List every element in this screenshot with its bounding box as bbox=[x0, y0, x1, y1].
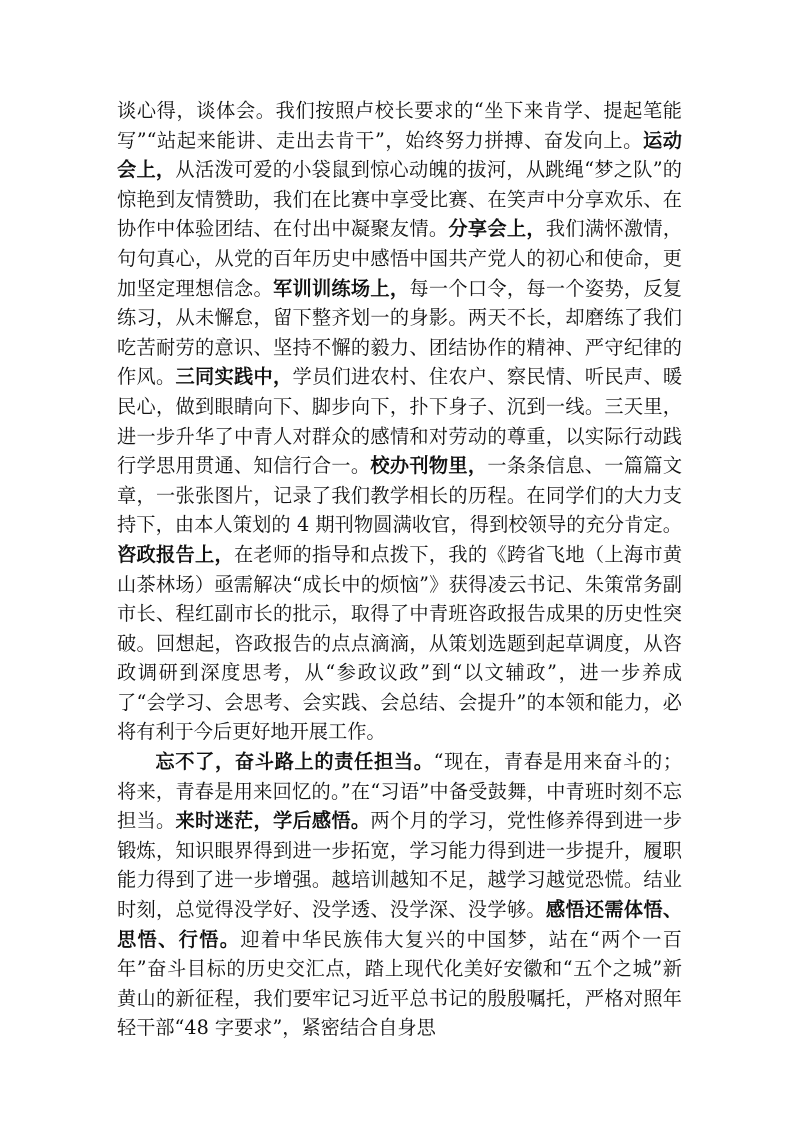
bold-heading-policy-report: 咨政报告上， bbox=[117, 542, 234, 566]
bold-heading-sharing-session: 分享会上， bbox=[448, 217, 546, 241]
bold-heading-sports-meet: 运动会上， bbox=[117, 128, 682, 182]
text-run: 每一个口令，每一个姿势，反复练习，从未懈怠，留下整齐划一的身影。两天不长，却磨练了我们吃苦耐劳的意识、坚持不懈的毅力、团结协作的精神、严守纪律的作风。 bbox=[117, 276, 683, 389]
text-run: 学员们进农村、住农户、察民情、听民声、暖民心，做到眼睛向下、脚步向下，扑下身子、沉到一线。三天里，进一步升华了中青人对群众的感情和对劳动的尊重，以实际行动践行学思用贯通、知信行合一。 bbox=[117, 365, 683, 478]
document-body bbox=[117, 96, 682, 1043]
bold-heading-military-training: 军训训练场上， bbox=[272, 276, 410, 300]
text-run: 我们满怀激情，句句真心，从党的百年历史中感悟中国共产党人的初心和使命，更加坚定理想信念。 bbox=[117, 217, 683, 300]
text-run: 一条条信息、一篇篇文章，一张张图片，记录了我们教学相长的历程。在同学们的大力支持下，由本人策划的 4 期刊物圆满收官，得到校领导的充分肯定。 bbox=[117, 454, 683, 537]
bold-heading-practice: 三同实践中， bbox=[175, 365, 293, 389]
paragraph-responsibility bbox=[117, 747, 682, 1043]
text-run: 谈心得，谈体会。我们按照卢校长要求的“坐下来肯学、提起笔能写”“站起来能讲、走出去肯干”，始终努力拼搏、奋发向上。 bbox=[117, 99, 682, 152]
paragraph-continuation bbox=[117, 96, 682, 747]
bold-heading-responsibility: 忘不了，奋斗路上的责任担当。 bbox=[155, 750, 434, 774]
text-run: 从活泼可爱的小袋鼠到惊心动魄的拔河，从跳绳“梦之队”的惊艳到友情赞助，我们在比赛中享受比赛、在笑声中分享欢乐、在协作中体验团结、在付出中凝聚友情。 bbox=[117, 158, 682, 241]
text-run: “现在，青春是用来奋斗的；将来，青春是用来回忆的。”在“习语”中备受鼓舞，中青班时刻不忘担当。 bbox=[117, 750, 683, 833]
bold-heading-confusion-insight: 来时迷茫，学后感悟。 bbox=[175, 809, 371, 833]
bold-heading-reflection: 感悟还需体悟、思悟、行悟。 bbox=[117, 898, 683, 951]
text-run: 迎着中华民族伟大复兴的中国梦，站在“两个一百年”奋斗目标的历史交汇点，踏上现代化美好安徽和“五个之城”新黄山的新征程，我们要牢记习近平总书记的殷殷嘱托，严格对照年轻干部“48 字要求”，紧密结合自身思 bbox=[117, 927, 682, 1040]
text-run: 在老师的指导和点拨下，我的《跨省飞地（上海市黄山茶林场）亟需解决“成长中的烦恼”》获得凌云书记、朱策常务副市长、程红副市长的批示，取得了中青班咨政报告成果的历史性突破。回想起，咨政报告的点点滴滴，从策划选题到起草调度，从咨政调研到深度思考，从“参政议政”到“以文辅政”，进一步养成了“会学习、会思考、会实践、会总结、会提升”的本领和能力，必将有利于今后更好地开展工作。 bbox=[117, 542, 683, 744]
text-run: 两个月的学习，党性修养得到进一步锻炼，知识眼界得到进一步拓宽，学习能力得到进一步提升，履职能力得到了进一步增强。越培训越知不足，越学习越觉恐慌。结业时刻，总觉得没学好、没学透、没学深、没学够。 bbox=[117, 809, 683, 922]
bold-heading-school-publication: 校办刊物里， bbox=[370, 454, 488, 478]
